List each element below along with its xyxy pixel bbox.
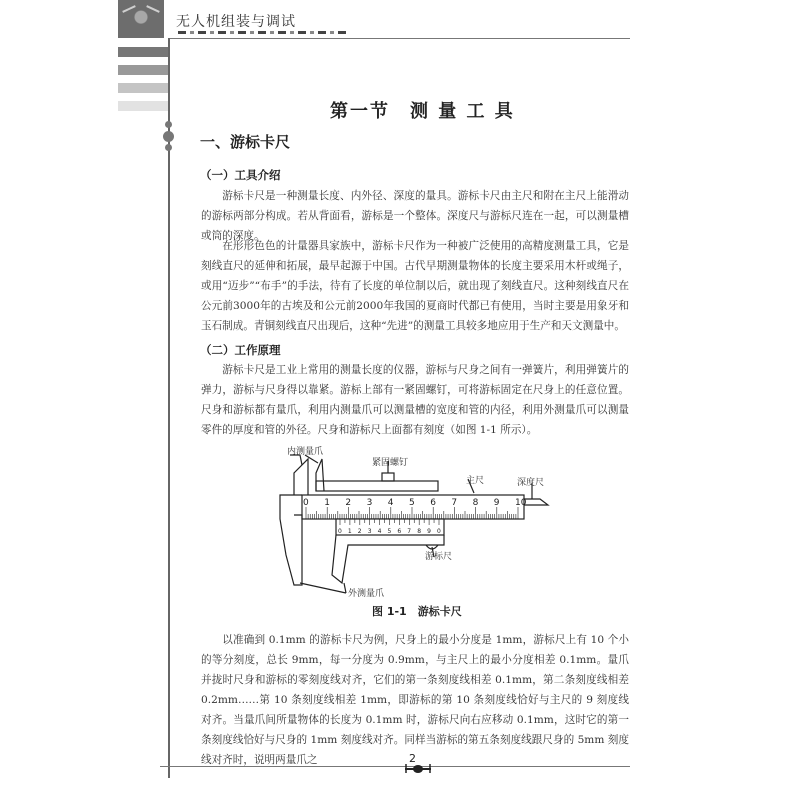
chapter-title: 第一节 测 量 工 具: [330, 101, 515, 122]
book-title: 无人机组装与调试: [176, 14, 296, 30]
margin-dot: [163, 131, 174, 142]
svg-text:1: 1: [347, 528, 352, 535]
paragraph: 游标卡尺是一种测量长度、内外径、深度的量具。游标卡尺由主尺和附在主尺上能滑动的游标两部分构成。若从背面看，游标是一个整体。深度尺与游标尺连在一起，可以测量槽或筒的深度。: [201, 190, 629, 242]
svg-text:9: 9: [427, 528, 431, 535]
svg-text:9: 9: [493, 498, 500, 508]
subsection-title: （一）工具介绍: [200, 168, 281, 182]
title-dash-decoration: [178, 31, 348, 34]
svg-text:2: 2: [345, 498, 352, 508]
svg-text:7: 7: [451, 498, 458, 508]
depth-rod-label: 深度尺: [517, 478, 545, 488]
drone-ornament-icon: [403, 763, 433, 775]
svg-text:5: 5: [409, 498, 415, 508]
paragraph: 以准确到 0.1mm 的游标卡尺为例，尺身上的最小分度是 1mm，游标尺上有 10 个小的等分刻度，总长 9mm，每一分度为 0.9mm，与主尺上的最小分度相差 0.1mm。量爪并拢时尺身和游标的零刻度线对齐，它们的第一条刻度线相差 0.1mm，第二条刻度线相差 0.2mm……第 10 条刻度线相差 1mm，即游标的第 10 条刻度线恰好与主尺的 9 刻度线对齐。当量爪间所量物体的长度为 0.1mm 时，游标尺向右应移动 0.1mm，这时它的第一条刻度线恰好与尺身的 1mm 刻度线对齐。同样当游标的第五条刻度线跟尺身的 5mm 刻度线对齐时，说明两量爪之: [201, 634, 629, 766]
inner-jaw-label: 内测量爪: [287, 447, 324, 457]
svg-text:8: 8: [472, 498, 479, 508]
svg-text:6: 6: [430, 498, 436, 508]
vernier-label: 游标尺: [425, 552, 453, 562]
svg-text:5: 5: [387, 528, 392, 535]
svg-text:8: 8: [417, 528, 422, 535]
figure-caption: 图 1-1 游标卡尺: [372, 605, 462, 618]
margin-dot: [165, 144, 172, 151]
footer-rule: [160, 766, 630, 767]
paragraph: 游标卡尺是工业上常用的测量长度的仪器，游标与尺身之间有一弹簧片，利用弹簧片的弹力，游标与尺身得以靠紧。游标上部有一紧固螺钉，可将游标固定在尺身上的任意位置。尺身和游标都有量爪，利用内测量爪可以测量槽的宽度和管的内径，利用外测量爪可以测量零件的厚度和管的外径。尺身和游标尺上面都有刻度（如图 1-1 所示）。: [201, 364, 629, 436]
svg-text:4: 4: [377, 528, 382, 535]
svg-text:3: 3: [366, 498, 373, 508]
margin-bar: [118, 101, 168, 111]
svg-text:1: 1: [324, 498, 330, 508]
svg-text:0: 0: [303, 498, 309, 508]
margin-bar: [118, 83, 168, 93]
drone-header-image: [118, 0, 164, 38]
svg-text:6: 6: [397, 528, 402, 535]
svg-text:2: 2: [357, 528, 362, 535]
main-scale-label: 主尺: [466, 476, 485, 486]
header-rule: [168, 38, 630, 39]
outer-jaw-label: 外测量爪: [348, 589, 385, 599]
page-number: 2: [409, 752, 416, 765]
svg-text:10: 10: [515, 498, 527, 508]
subsection-title: （二）工作原理: [200, 343, 281, 357]
svg-text:0: 0: [338, 528, 342, 535]
margin-dot: [165, 121, 172, 128]
svg-text:3: 3: [367, 528, 372, 535]
lock-screw-label: 紧固螺钉: [372, 458, 409, 468]
margin-bar: [118, 47, 168, 57]
svg-text:0: 0: [437, 528, 441, 535]
svg-text:7: 7: [407, 528, 412, 535]
paragraph: 在形形色色的计量器具家族中，游标卡尺作为一种被广泛使用的高精度测量工具，它是刻线直尺的延伸和拓展，最早起源于中国。古代早期测量物体的长度主要采用木杆或绳子，或用“迈步”“布手”的手法，待有了长度的单位制以后，就出现了刻线直尺。这种刻线直尺在公元前3000年的古埃及和公元前2000年我国的夏商时代都已有使用，当时主要是用象牙和玉石制成。青铜刻线直尺出现后，这种“先进”的测量工具较多地应用于生产和天文测量中。: [201, 240, 629, 332]
margin-bar: [118, 65, 168, 75]
vernier-caliper-diagram: [250, 435, 570, 600]
section-title: 一、游标卡尺: [200, 133, 291, 151]
svg-text:4: 4: [387, 498, 394, 508]
